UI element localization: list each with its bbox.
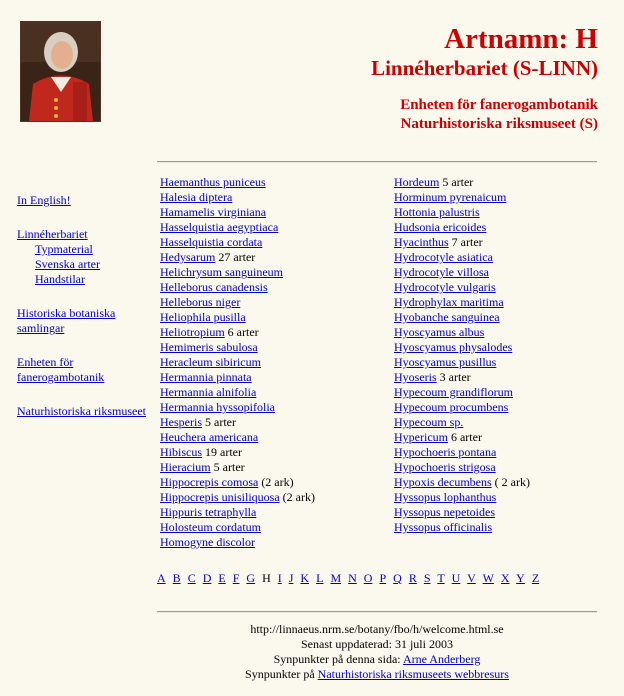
species-link[interactable]: Hemimeris sabulosa [160, 340, 258, 354]
species-item [394, 340, 530, 355]
sidebar-link-enheten[interactable]: Enheten för fanerogambotanik [17, 355, 105, 384]
sidebar-link-historiska[interactable]: Historiska botaniska samlingar [17, 306, 116, 335]
alpha-link-y[interactable]: Y [516, 571, 525, 585]
footer [157, 622, 597, 682]
species-item [394, 415, 530, 430]
species-link[interactable]: Hedysarum [160, 250, 216, 264]
species-link[interactable]: Hasselquistia aegyptiaca [160, 220, 279, 234]
alpha-link-r[interactable]: R [408, 571, 417, 585]
species-link[interactable]: Helichrysum sanguineum [160, 265, 283, 279]
species-item [394, 205, 530, 220]
alpha-link-b[interactable]: B [172, 571, 181, 585]
species-item [160, 490, 315, 505]
species-item [160, 535, 315, 550]
species-item [160, 280, 315, 295]
species-item [160, 295, 315, 310]
top-divider [157, 161, 597, 163]
species-link[interactable]: Hibiscus [160, 445, 202, 459]
species-link[interactable]: Hyacinthus [394, 235, 449, 249]
species-item [160, 250, 315, 265]
alpha-link-m[interactable]: M [330, 571, 342, 585]
page-url: http://linnaeus.nrm.se/botany/fbo/h/welcome.html.se [250, 622, 504, 636]
species-link[interactable]: Horminum pyrenaicum [394, 190, 507, 204]
species-note: (2 ark) [261, 475, 294, 489]
species-link[interactable]: Hermannia alnifolia [160, 385, 257, 399]
sidebar-link-handstilar[interactable]: Handstilar [35, 272, 85, 286]
species-item [394, 280, 530, 295]
species-link[interactable]: Hermannia pinnata [160, 370, 252, 384]
species-item [160, 205, 315, 220]
species-link[interactable]: Holosteum cordatum [160, 520, 261, 534]
alpha-link-t[interactable]: T [437, 571, 445, 585]
species-link[interactable]: Hypericum [394, 430, 448, 444]
species-item [394, 175, 530, 190]
species-item [394, 220, 530, 235]
species-column-2 [394, 175, 530, 535]
species-item [394, 250, 530, 265]
species-item [394, 460, 530, 475]
alpha-link-l[interactable]: L [316, 571, 324, 585]
alpha-link-d[interactable]: D [202, 571, 212, 585]
alpha-link-n[interactable]: N [348, 571, 357, 585]
species-link[interactable]: Hyssopus nepetoides [394, 505, 495, 519]
species-link[interactable]: Heracleum sibiricum [160, 355, 261, 369]
species-item [394, 325, 530, 340]
alpha-link-e[interactable]: E [218, 571, 226, 585]
species-link[interactable]: Hyssopus lophanthus [394, 490, 497, 504]
species-link[interactable]: Homogyne discolor [160, 535, 255, 549]
species-link[interactable]: Hypecoum procumbens [394, 400, 509, 414]
species-link[interactable]: Hordeum [394, 175, 440, 189]
species-link[interactable]: Hesperis [160, 415, 202, 429]
feedback-label: Synpunkter på denna sida: [273, 652, 401, 666]
species-note: ( 2 ark) [494, 475, 530, 489]
alpha-link-z[interactable]: Z [531, 571, 540, 585]
sidebar-link-typmaterial[interactable]: Typmaterial [35, 242, 93, 256]
species-item [160, 460, 315, 475]
species-link[interactable]: Hamamelis virginiana [160, 205, 267, 219]
species-note: 5 arter [213, 460, 245, 474]
web-feedback-line [157, 667, 597, 682]
species-item [394, 310, 530, 325]
alpha-link-v[interactable]: V [467, 571, 476, 585]
alphabet-nav [157, 571, 542, 586]
species-link[interactable]: Hermannia hyssopifolia [160, 400, 275, 414]
species-item [160, 310, 315, 325]
species-item [394, 355, 530, 370]
species-note: (2 ark) [282, 490, 315, 504]
species-item [160, 235, 315, 250]
species-link[interactable]: Heliophila pusilla [160, 310, 246, 324]
species-item [160, 370, 315, 385]
alpha-link-x[interactable]: X [500, 571, 510, 585]
page-subtitle: Linnéherbariet (S-LINN) [371, 56, 598, 80]
species-item [394, 190, 530, 205]
species-link[interactable]: Hyoscyamus pusillus [394, 355, 497, 369]
species-item [160, 430, 315, 445]
species-item [160, 340, 315, 355]
species-item [394, 370, 530, 385]
museum-name: Naturhistoriska riksmuseet (S) [400, 116, 598, 132]
linnaeus-portrait [20, 21, 101, 122]
species-item [160, 520, 315, 535]
alpha-link-f[interactable]: F [232, 571, 240, 585]
species-note: 5 arter [205, 415, 236, 429]
species-item [160, 190, 315, 205]
alpha-current-h: H [262, 571, 271, 585]
page-title: Artnamn: H [444, 23, 598, 55]
species-item [394, 475, 530, 490]
species-item [160, 445, 315, 460]
species-item [394, 235, 530, 250]
species-item [394, 265, 530, 280]
species-link[interactable]: Hyoscyamus albus [394, 325, 485, 339]
alpha-link-u[interactable]: U [451, 571, 461, 585]
species-note: 7 arter [451, 235, 483, 249]
species-link[interactable]: Haemanthus puniceus [160, 175, 266, 189]
bottom-divider [157, 611, 597, 613]
sidebar-link-english[interactable]: In English! [17, 193, 71, 207]
web-resource-link[interactable]: Naturhistoriska riksmuseets webbresurs [317, 667, 509, 681]
species-link[interactable]: Hippocrepis comosa [160, 475, 259, 489]
species-link[interactable]: Hudsonia ericoides [394, 220, 487, 234]
species-link[interactable]: Hydrocotyle villosa [394, 265, 489, 279]
species-item [160, 175, 315, 190]
species-link[interactable]: Heuchera americana [160, 430, 259, 444]
species-link[interactable]: Hottonia palustris [394, 205, 480, 219]
species-link[interactable]: Hyoseris [394, 370, 437, 384]
species-item [394, 385, 530, 400]
species-item [160, 325, 315, 340]
species-link[interactable]: Helleborus canadensis [160, 280, 268, 294]
species-link[interactable]: Hydrophylax maritima [394, 295, 504, 309]
species-note: 6 arter [450, 430, 482, 444]
species-link[interactable]: Hasselquistia cordata [160, 235, 263, 249]
alpha-link-o[interactable]: O [363, 571, 373, 585]
alpha-link-k[interactable]: K [300, 571, 310, 585]
species-item [394, 490, 530, 505]
species-item [160, 265, 315, 280]
alpha-link-j[interactable]: J [288, 571, 294, 585]
species-link[interactable]: Hypochoeris pontana [394, 445, 497, 459]
unit-name: Enheten för fanerogambotanik [400, 97, 598, 113]
last-updated: Senast uppdaterad: 31 juli 2003 [301, 637, 453, 651]
species-link[interactable]: Hypochoeris strigosa [394, 460, 496, 474]
species-note: 19 arter [205, 445, 242, 459]
sidebar-link-naturhistoriska[interactable]: Naturhistoriska riksmuseet [17, 404, 146, 418]
species-item [160, 415, 315, 430]
species-link[interactable]: Heliotropium [160, 325, 225, 339]
species-item [394, 295, 530, 310]
sidebar-link-linneherbariet[interactable]: Linnéherbariet [17, 227, 88, 241]
alpha-link-i[interactable]: I [277, 571, 282, 585]
sidebar-link-svenska-arter[interactable]: Svenska arter [35, 257, 100, 271]
species-link[interactable]: Hippocrepis unisiliquosa [160, 490, 280, 504]
species-link[interactable]: Helleborus niger [160, 295, 241, 309]
alpha-link-g[interactable]: G [246, 571, 256, 585]
species-note: 3 arter [439, 370, 471, 384]
species-link[interactable]: Hyoscyamus physalodes [394, 340, 513, 354]
species-link[interactable]: Hyobanche sanguinea [394, 310, 500, 324]
species-item [160, 475, 315, 490]
species-link[interactable]: Hydrocotyle vulgaris [394, 280, 496, 294]
species-item [394, 400, 530, 415]
species-link[interactable]: Hypecoum grandiflorum [394, 385, 513, 399]
species-link[interactable]: Hypecoum sp. [394, 415, 464, 429]
species-note: 6 arter [227, 325, 259, 339]
sidebar [17, 193, 147, 438]
alpha-link-w[interactable]: W [482, 571, 494, 585]
species-item [394, 505, 530, 520]
species-link[interactable]: Hypoxis decumbens [394, 475, 492, 489]
species-link[interactable]: Hieracium [160, 460, 211, 474]
alpha-link-p[interactable]: P [379, 571, 387, 585]
alpha-link-s[interactable]: S [423, 571, 431, 585]
species-item [160, 355, 315, 370]
species-item [160, 505, 315, 520]
species-item [160, 400, 315, 415]
species-note: 5 arter [442, 175, 474, 189]
species-item [394, 445, 530, 460]
web-feedback-label: Synpunkter på [245, 667, 315, 681]
species-column-1 [160, 175, 315, 550]
species-link[interactable]: Hyssopus officinalis [394, 520, 493, 534]
title-block [371, 22, 598, 134]
species-link[interactable]: Hydrocotyle asiatica [394, 250, 493, 264]
alpha-link-q[interactable]: Q [393, 571, 402, 585]
species-item [160, 220, 315, 235]
species-link[interactable]: Hippuris tetraphylla [160, 505, 257, 519]
species-note: 27 arter [218, 250, 256, 264]
alpha-link-c[interactable]: C [187, 571, 196, 585]
feedback-contact-link[interactable]: Arne Anderberg [402, 652, 481, 666]
alpha-link-a[interactable]: A [157, 571, 166, 585]
species-link[interactable]: Halesia diptera [160, 190, 233, 204]
species-item [394, 430, 530, 445]
feedback-line [157, 652, 597, 667]
species-item [394, 520, 530, 535]
species-item [160, 385, 315, 400]
